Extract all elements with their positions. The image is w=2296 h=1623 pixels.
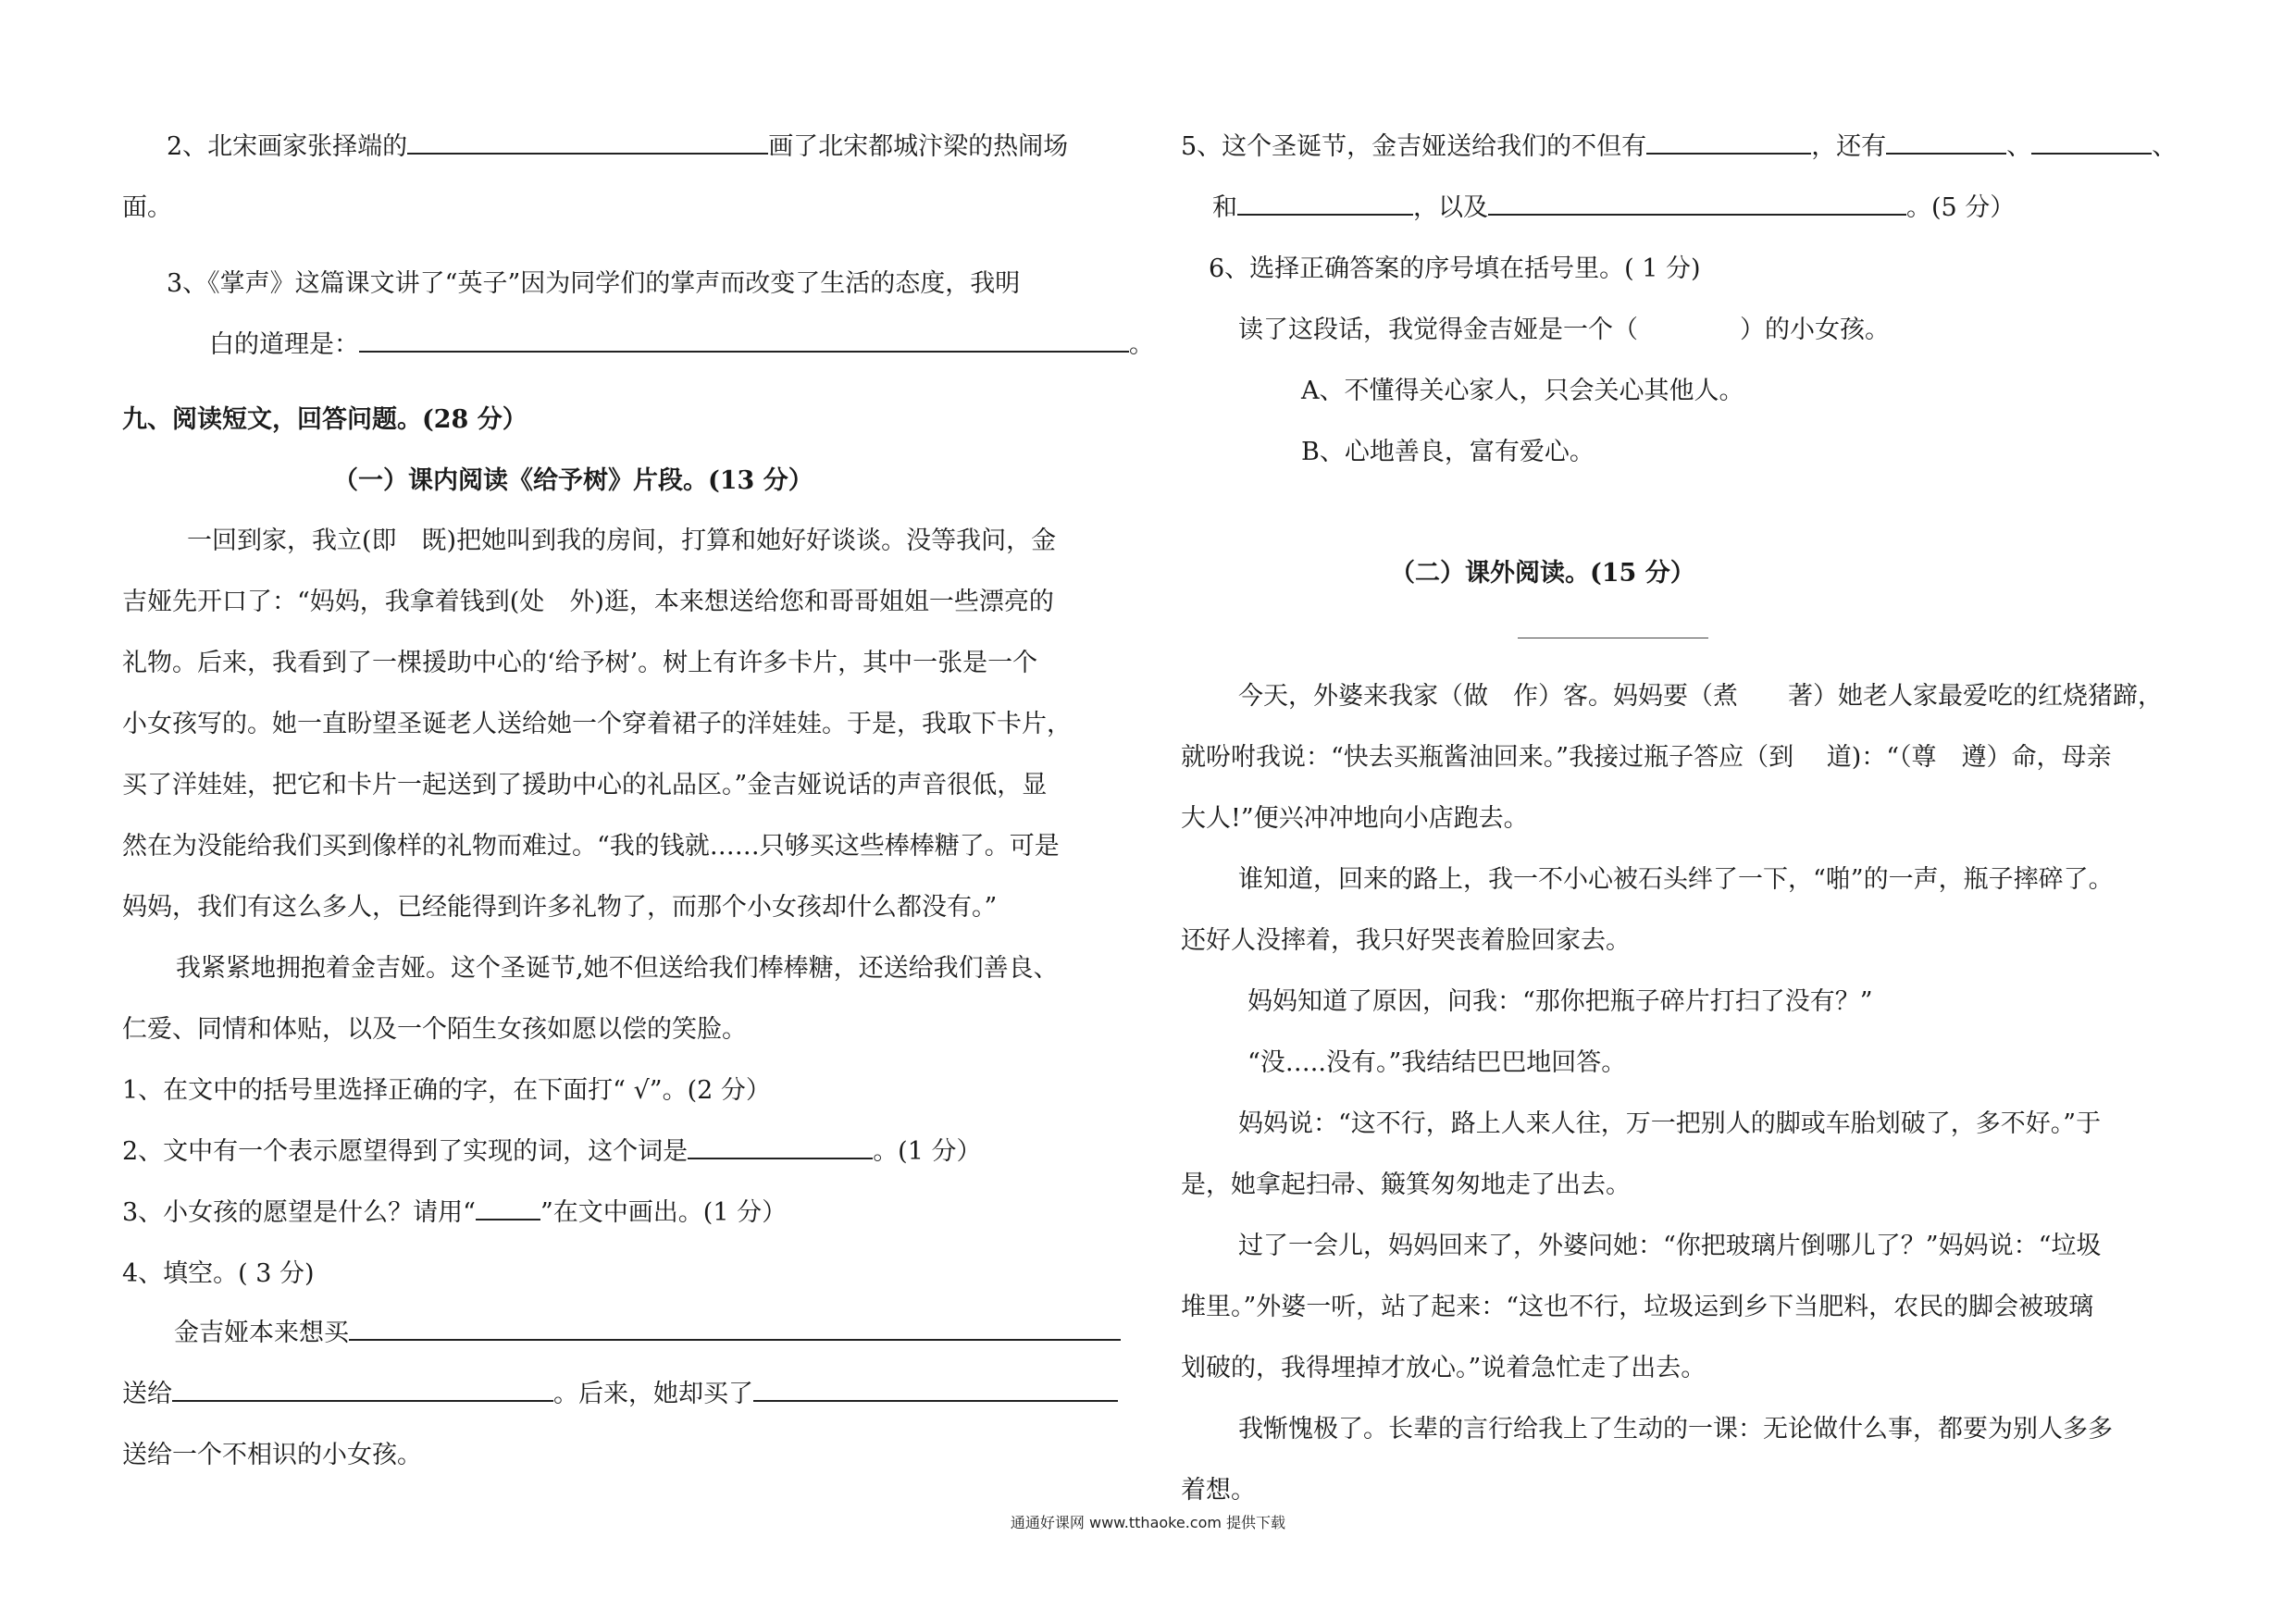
question-3-end: 。 bbox=[1129, 330, 1154, 359]
passage-line: 谁知道，回来的路上，我一不小心被石头绊了一下，“啪”的一声，瓶子摔碎了。 bbox=[1238, 865, 2114, 894]
reading-2-title: （二）课外阅读。(15 分） bbox=[1390, 559, 1695, 588]
reading-question-3 bbox=[122, 1192, 787, 1228]
page-footer: 通通好课网 www.tthaoke.com 提供下载 bbox=[1010, 1514, 1286, 1531]
passage-line: 然在为没能给我们买到像样的礼物而难过。“我的钱就……只够买这些棒棒糖了。可是 bbox=[122, 832, 1060, 861]
answer-blank[interactable] bbox=[407, 129, 768, 155]
fill-line-1 bbox=[174, 1312, 1121, 1348]
passage-line: 过了一会儿，妈妈回来了，外婆问她：“你把玻璃片倒哪儿了？”妈妈说：“垃圾 bbox=[1238, 1232, 2102, 1260]
passage-line: 大人!”便兴冲冲地向小店跑去。 bbox=[1181, 804, 1529, 833]
question-5-text: ，以及 bbox=[1413, 193, 1488, 222]
question-5-text: 、 bbox=[2006, 132, 2032, 161]
question-6-stem bbox=[1238, 309, 1890, 345]
fill-text: 金吉娅本来想买 bbox=[174, 1319, 349, 1347]
option-a: A、不懂得关心家人，只会关心其他人。 bbox=[1301, 377, 1744, 405]
right-column bbox=[1148, 0, 2296, 1505]
question-3-text: 白的道理是： bbox=[209, 330, 359, 359]
question-5-line2 bbox=[1212, 187, 2015, 223]
question-2 bbox=[167, 126, 1068, 162]
fill-text: 。后来，她却买了 bbox=[553, 1380, 753, 1408]
question-2-continued: 面。 bbox=[122, 193, 172, 222]
question-5-text: 和 bbox=[1212, 193, 1237, 222]
answer-blank[interactable] bbox=[2031, 129, 2152, 155]
passage-line: 是，她拿起扫帚、簸箕匆匆地走了出去。 bbox=[1181, 1171, 1631, 1199]
section-9-heading: 九、阅读短文，回答问题。(28 分） bbox=[122, 405, 527, 434]
reading-question-3-score: ”在文中画出。(1 分） bbox=[540, 1198, 788, 1227]
passage-line: 堆里。”外婆一听，站了起来：“这也不行，垃圾运到乡下当肥料，农民的脚会被玻璃 bbox=[1181, 1293, 2094, 1321]
passage-line: 小女孩写的。她一直盼望圣诞老人送给她一个穿着裙子的洋娃娃。于是，我取下卡片， bbox=[122, 710, 1072, 738]
reading-question-1: 1、在文中的括号里选择正确的字，在下面打“ √”。(2 分） bbox=[122, 1076, 771, 1105]
answer-blank[interactable] bbox=[1886, 129, 2006, 155]
passage-line: 今天，外婆来我家（做 作）客。妈妈要（煮 著）她老人家最爱吃的红烧猪蹄， bbox=[1238, 682, 2163, 711]
fill-line-3: 送给一个不相识的小女孩。 bbox=[122, 1441, 422, 1469]
reading-question-4: 4、填空。( 3 分) bbox=[122, 1259, 315, 1288]
question-5-score: 。(5 分） bbox=[1906, 193, 2016, 222]
left-column bbox=[0, 0, 1154, 1481]
question-5-text: ，还有 bbox=[1811, 132, 1887, 161]
question-6-stem-text: ）的小女孩。 bbox=[1740, 316, 1890, 344]
reading-1-title: （一）课内阅读《给予树》片段。(13 分） bbox=[333, 466, 813, 495]
passage-line: 妈妈知道了原因，问我：“那你把瓶子碎片打扫了没有？” bbox=[1247, 987, 1873, 1016]
passage-line: 妈妈，我们有这么多人，已经能得到许多礼物了，而那个小女孩却什么都没有。” bbox=[122, 893, 998, 922]
question-5-text: 5、这个圣诞节，金吉娅送给我们的不但有 bbox=[1181, 132, 1647, 161]
reading-question-2-text: 2、文中有一个表示愿望得到了实现的词，这个词是 bbox=[122, 1137, 689, 1166]
reading-question-3-text: 3、小女孩的愿望是什么？请用“ bbox=[122, 1198, 476, 1227]
question-5-line1 bbox=[1181, 126, 2177, 162]
passage-line: 礼物。后来，我看到了一棵援助中心的‘给予树’。树上有许多卡片，其中一张是一个 bbox=[122, 649, 1038, 677]
answer-blank[interactable] bbox=[359, 327, 1129, 353]
question-3-line2 bbox=[209, 324, 1154, 360]
passage-line: 妈妈说：“这不行，路上人来人往，万一把别人的脚或车胎划破了，多不好。”于 bbox=[1238, 1109, 2102, 1138]
answer-blank[interactable] bbox=[1237, 190, 1413, 216]
passage-line: 买了洋娃娃，把它和卡片一起送到了援助中心的礼品区。”金吉娅说话的声音很低，显 bbox=[122, 771, 1048, 799]
passage-line: 就吩咐我说：“快去买瓶酱油回来。”我接过瓶子答应（到 道)：“（尊 遵）命，母亲 bbox=[1181, 743, 2112, 772]
reading-question-2 bbox=[122, 1131, 981, 1167]
question-2-text-b: 画了北宋都城汴梁的热闹场 bbox=[768, 132, 1069, 161]
answer-blank[interactable] bbox=[1488, 190, 1906, 216]
passage-line: 吉娅先开口了：“妈妈，我拿着钱到(处 外)逛，本来想送给您和哥哥姐姐一些漂亮的 bbox=[122, 588, 1054, 616]
question-2-text-a: 2、北宋画家张择端的 bbox=[167, 132, 408, 161]
passage-line: 还好人没摔着，我只好哭丧着脸回家去。 bbox=[1181, 926, 1631, 955]
answer-blank[interactable] bbox=[172, 1376, 553, 1402]
answer-blank[interactable] bbox=[753, 1376, 1118, 1402]
passage-line: 一回到家，我立(即 既)把她叫到我的房间，打算和她好好谈谈。没等我问，金 bbox=[187, 527, 1057, 555]
passage-line: 我紧紧地拥抱着金吉娅。这个圣诞节,她不但送给我们棒棒糖，还送给我们善良、 bbox=[176, 954, 1059, 983]
underline-sample bbox=[476, 1195, 540, 1220]
question-6: 6、选择正确答案的序号填在括号里。( 1 分) bbox=[1209, 254, 1701, 283]
reading-question-2-score: 。(1 分） bbox=[873, 1137, 982, 1166]
passage-line: 仁爱、同情和体贴，以及一个陌生女孩如愿以偿的笑脸。 bbox=[122, 1015, 747, 1044]
passage-line: “没…..没有。”我结结巴巴地回答。 bbox=[1247, 1048, 1627, 1077]
answer-blank[interactable] bbox=[1646, 129, 1811, 155]
question-3-line1: 3、《掌声》这篇课文讲了“英子”因为同学们的掌声而改变了生活的态度，我明 bbox=[167, 269, 1021, 298]
answer-blank[interactable] bbox=[688, 1134, 873, 1159]
question-5-text: 、 bbox=[2152, 132, 2178, 161]
answer-blank[interactable] bbox=[349, 1315, 1121, 1341]
fill-line-2 bbox=[122, 1373, 1118, 1409]
passage-line: 划破的，我得埋掉才放心。”说着急忙走了出去。 bbox=[1181, 1354, 1706, 1382]
question-6-stem-text: 读了这段话，我觉得金吉娅是一个（ bbox=[1238, 316, 1638, 344]
passage-line: 我惭愧极了。长辈的言行给我上了生动的一课：无论做什么事，都要为别人多多 bbox=[1238, 1415, 2113, 1443]
option-b: B、心地善良，富有爱心。 bbox=[1301, 438, 1595, 466]
passage-line: 着想。 bbox=[1181, 1476, 1256, 1505]
fill-text: 送给 bbox=[122, 1380, 172, 1408]
